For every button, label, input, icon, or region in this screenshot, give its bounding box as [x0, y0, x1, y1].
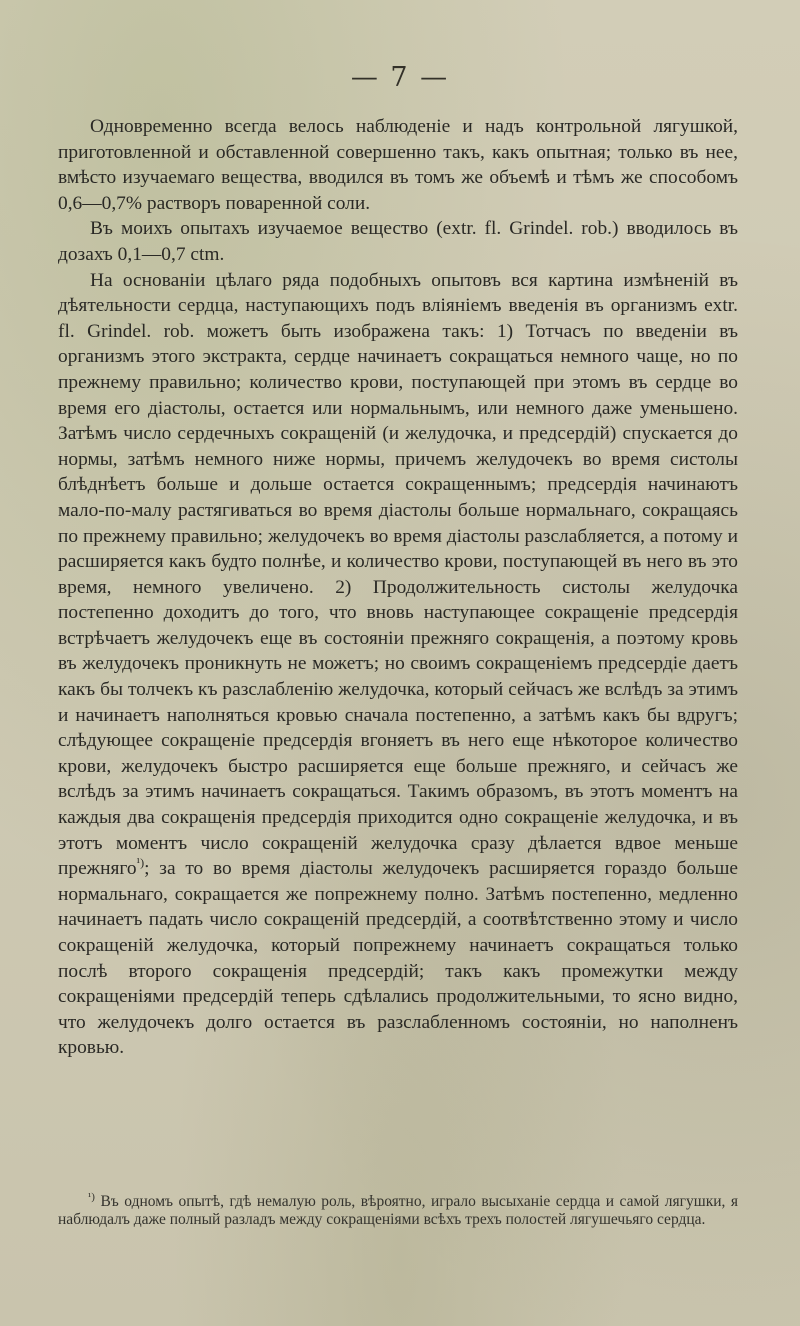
footnote-paragraph — [58, 1190, 738, 1229]
footnote — [58, 1190, 738, 1229]
footnote-text: Въ одномъ опытѣ, гдѣ немалую роль, вѣроятно, играло высыханіе сердца и самой лягушки, я наблюдалъ даже полный разладъ между сокращеніями всѣхъ трехъ полостей лягушечьяго сердца. — [58, 1193, 738, 1228]
paragraph-control-frog: Одновременно всегда велось наблюденіе и надъ контрольной лягушкой, приготовленной и обставленной совершенно такъ, какъ опытная; только въ нее, вмѣсто изучаемаго вещества, вводился въ томъ же объемѣ и тѣмъ же способомъ 0,6—0,7% растворъ поваренной соли. — [58, 116, 738, 214]
body-text — [58, 114, 738, 1061]
footnote-reference[interactable]: ¹) — [136, 855, 145, 870]
page-number: — 7 — — [350, 62, 450, 93]
footnote-marker: ¹) — [88, 1190, 95, 1203]
paragraph-heart-changes — [58, 268, 738, 1061]
paragraph-heart-changes-continuation: ; за то во время діастолы желудочекъ расширяется гораздо больше нормальнаго, сокращается же попрежнему полно. Затѣмъ постепенно, медленно начинаетъ падать число сокращеній предсердій, а соотвѣтственно этому и число сокращеній желудочка, который попрежнему начинаетъ сокращаться только послѣ второго сокращенія предсердій; такъ какъ промежутки между сокращеніями предсердій теперь сдѣлались продолжительными, то ясно видно, что желудочекъ долго остается въ разслабленномъ состояніи, но наполненъ кровью. — [58, 858, 738, 1059]
paragraph-dosage: Въ моихъ опытахъ изучаемое вещество (extr. fl. Grindel. rob.) вводилось въ дозахъ 0,1—0,7 ctm. — [58, 218, 738, 265]
paragraph-heart-changes-text: На основаніи цѣлаго ряда подобныхъ опытовъ вся картина измѣненій въ дѣятельности сердца, наступающихъ подъ вліяніемъ введенія въ организмъ extr. fl. Grindel. rob. можетъ быть изображена такъ: 1) Тотчасъ по введеніи въ организмъ этого экстракта, сердце начинаетъ сокращаться немного чаще, но по прежнему правильно; количество крови, поступающей при этомъ въ сердце во время его діастолы, остается или нормальнымъ, или немного даже уменьшено. Затѣмъ число сердечныхъ сокращеній (и желудочка, и предсердій) спускается до нормы, затѣмъ немного ниже нормы, причемъ желудочекъ во время систолы блѣднѣетъ больше и дольше остается сокращеннымъ; предсердія начинаютъ мало-по-малу растягиваться во время діастолы больше нормальнаго, сокращаясь по прежнему правильно; желудочекъ во время діастолы разслабляется, а потому и расширяется какъ будто полнѣе, и количество крови, поступающей въ него въ это время, немного увеличено. 2) Продолжительность систолы желудочка постепенно доходитъ до того, что вновь наступающее сокращеніе предсердія встрѣчаетъ желудочекъ еще въ состояніи прежняго сокращенія, а поэтому кровь въ желудочекъ проникнуть не можетъ; но своимъ сокращеніемъ предсердіе даетъ какъ бы толчекъ къ разслабленію желудочка, который сейчасъ же вслѣдъ за этимъ и начинаетъ наполняться кровью сначала постепенно, а затѣмъ какъ бы вдругъ; слѣдующее сокращеніе предсердія вгоняетъ въ него еще нѣкоторое количество крови, желудочекъ быстро расширяется еще больше прежняго, и сейчасъ же вслѣдъ за этимъ начинаетъ сокращаться. Такимъ образомъ, въ этотъ моментъ на каждыя два сокращенія предсердія приходится одно сокращеніе желудочка, и въ этотъ моментъ число сокращеній желудочка сразу дѣлается вдвое меньше прежняго — [58, 269, 738, 880]
